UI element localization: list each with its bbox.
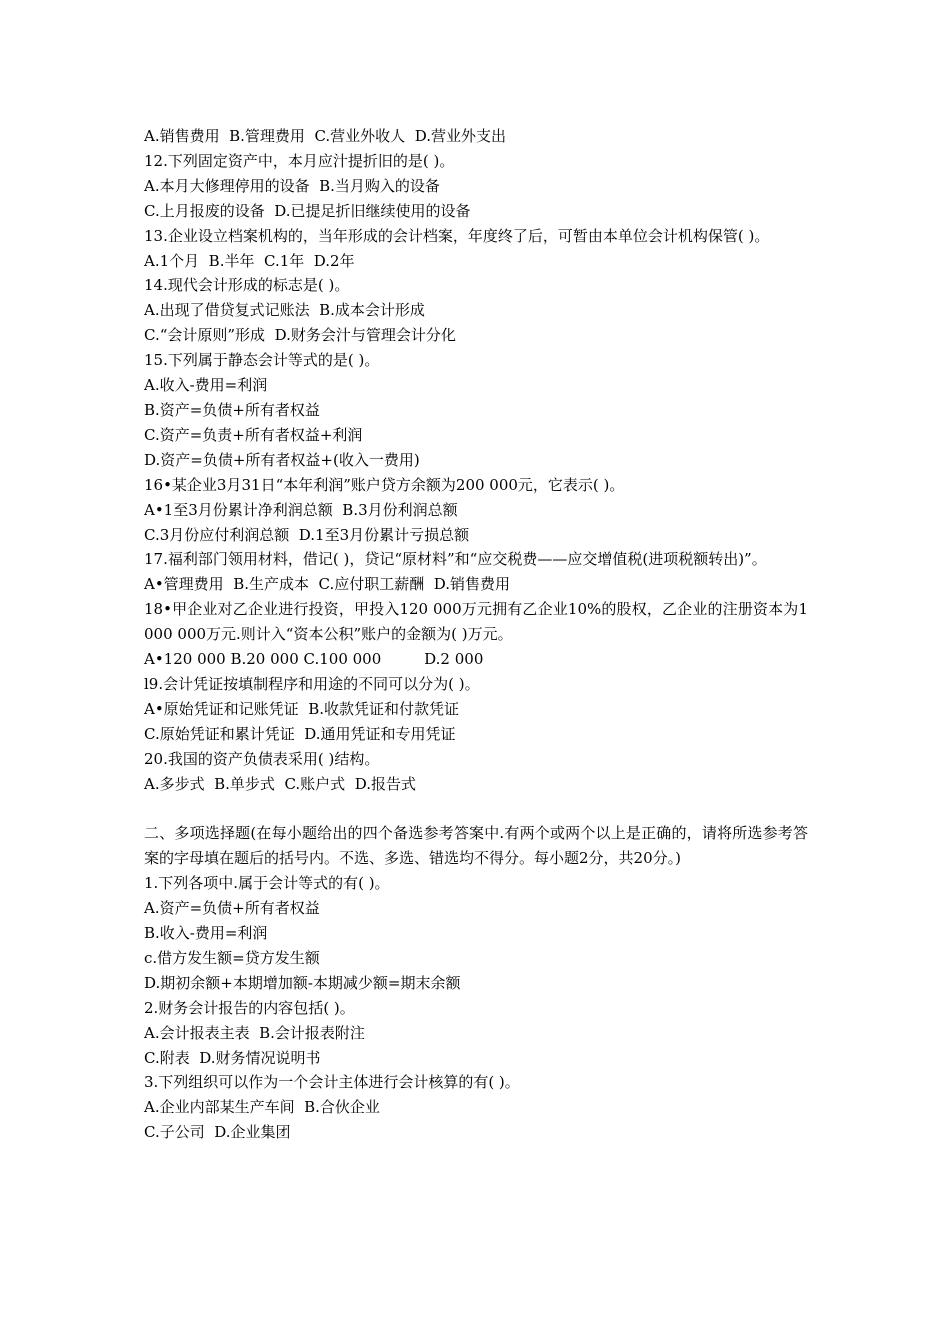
options-q16-cd: C.3月份应付利润总额 D.1至3月份累计亏损总额 — [144, 525, 470, 544]
mc-option-1b: B.收入-费用=利润 — [144, 923, 268, 942]
document-page — [144, 124, 808, 1145]
question-17: 17.福利部门领用材料，借记( )，贷记“原材料”和“应交税费——应交增值税(进项税额转出)”。 — [144, 550, 767, 569]
options-q13: A.1个月 B.半年 C.1年 D.2年 — [144, 251, 355, 270]
question-13: 13.企业设立档案机构的，当年形成的会计档案，年度终了后，可暂由本单位会计机构保管( )。 — [144, 226, 770, 245]
question-15: 15.下列属于静态会计等式的是( )。 — [144, 351, 380, 370]
section-2-heading: 二、多项选择题(在每小题给出的四个备选参考答案中.有两个或两个以上是正确的，请将所选参考答案的字母填在题后的括号内。不选、多选、错选均不得分。每小题2分，共20分。) — [144, 824, 808, 868]
options-q20: A.多步式 B.单步式 C.账户式 D.报告式 — [144, 774, 416, 793]
mc-options-3-cd: C.子公司 D.企业集团 — [144, 1123, 291, 1142]
section-spacer — [144, 796, 808, 821]
mc-question-2: 2.财务会计报告的内容包括( )。 — [144, 998, 355, 1017]
option-q15-b: B.资产=负债+所有者权益 — [144, 400, 320, 419]
mc-question-3: 3.下列组织可以作为一个会计主体进行会计核算的有( )。 — [144, 1073, 520, 1092]
options-q12-ab: A.本月大修理停用的设备 B.当月购入的设备 — [144, 176, 440, 195]
question-12: 12.下列固定资产中，本月应汁提折旧的是( )。 — [144, 151, 455, 170]
options-q18: A•120 000 B.20 000 C.100 000 D.2 000 — [144, 650, 484, 669]
question-16: 16•某企业3月31日“本年利润”账户贷方余额为200 000元，它表示( )。 — [144, 475, 625, 494]
question-19: l9.会计凭证按填制程序和用途的不同可以分为( )。 — [144, 674, 480, 693]
options-q19-cd: C.原始凭证和累计凭证 D.通用凭证和专用凭证 — [144, 724, 456, 743]
mc-option-1a: A.资产=负债+所有者权益 — [144, 899, 320, 918]
option-q15-a: A.收入-费用=利润 — [144, 376, 268, 395]
mc-options-3-ab: A.企业内部某生产车间 B.合伙企业 — [144, 1098, 380, 1117]
mc-question-1: 1.下列各项中.属于会计等式的有( )。 — [144, 874, 390, 893]
options-q11: A.销售费用 B.管理费用 C.营业外收人 D.营业外支出 — [144, 127, 506, 145]
question-20: 20.我国的资产负债表采用( )结构。 — [144, 749, 380, 768]
mc-option-1c: c.借方发生额=贷方发生额 — [144, 948, 320, 967]
options-q14-ab: A.出现了借贷复式记账法 B.成本会计形成 — [144, 301, 425, 320]
question-18: 18•甲企业对乙企业进行投资，甲投入120 000万元拥有乙企业10%的股权，乙企业的注册资本为1 000 000万元.则计入“资本公积”账户的金额为( )万元。 — [144, 600, 808, 644]
option-q15-c: C.资产=负责+所有者权益+利润 — [144, 425, 363, 444]
mc-options-2-ab: A.会计报表主表 B.会计报表附注 — [144, 1023, 365, 1042]
mc-option-1d: D.期初余额+本期增加额-本期减少额=期末余额 — [144, 973, 461, 992]
options-q16-ab: A•1至3月份累计净利润总额 B.3月份利润总额 — [144, 500, 458, 519]
options-q12-cd: C.上月报废的设备 D.已提足折旧继续使用的设备 — [144, 201, 471, 220]
options-q14-cd: C.“会计原则”形成 D.财务会汁与管理会计分化 — [144, 326, 456, 345]
options-q19-ab: A•原始凭证和记账凭证 B.收款凭证和付款凭证 — [144, 699, 460, 718]
mc-options-2-cd: C.附表 D.财务情况说明书 — [144, 1048, 321, 1067]
question-14: 14.现代会计形成的标志是( )。 — [144, 276, 350, 295]
option-q15-d: D.资产=负债+所有者权益+(收入一费用) — [144, 450, 420, 469]
options-q17: A•管理费用 B.生产成本 C.应付职工薪酬 D.销售费用 — [144, 575, 511, 594]
